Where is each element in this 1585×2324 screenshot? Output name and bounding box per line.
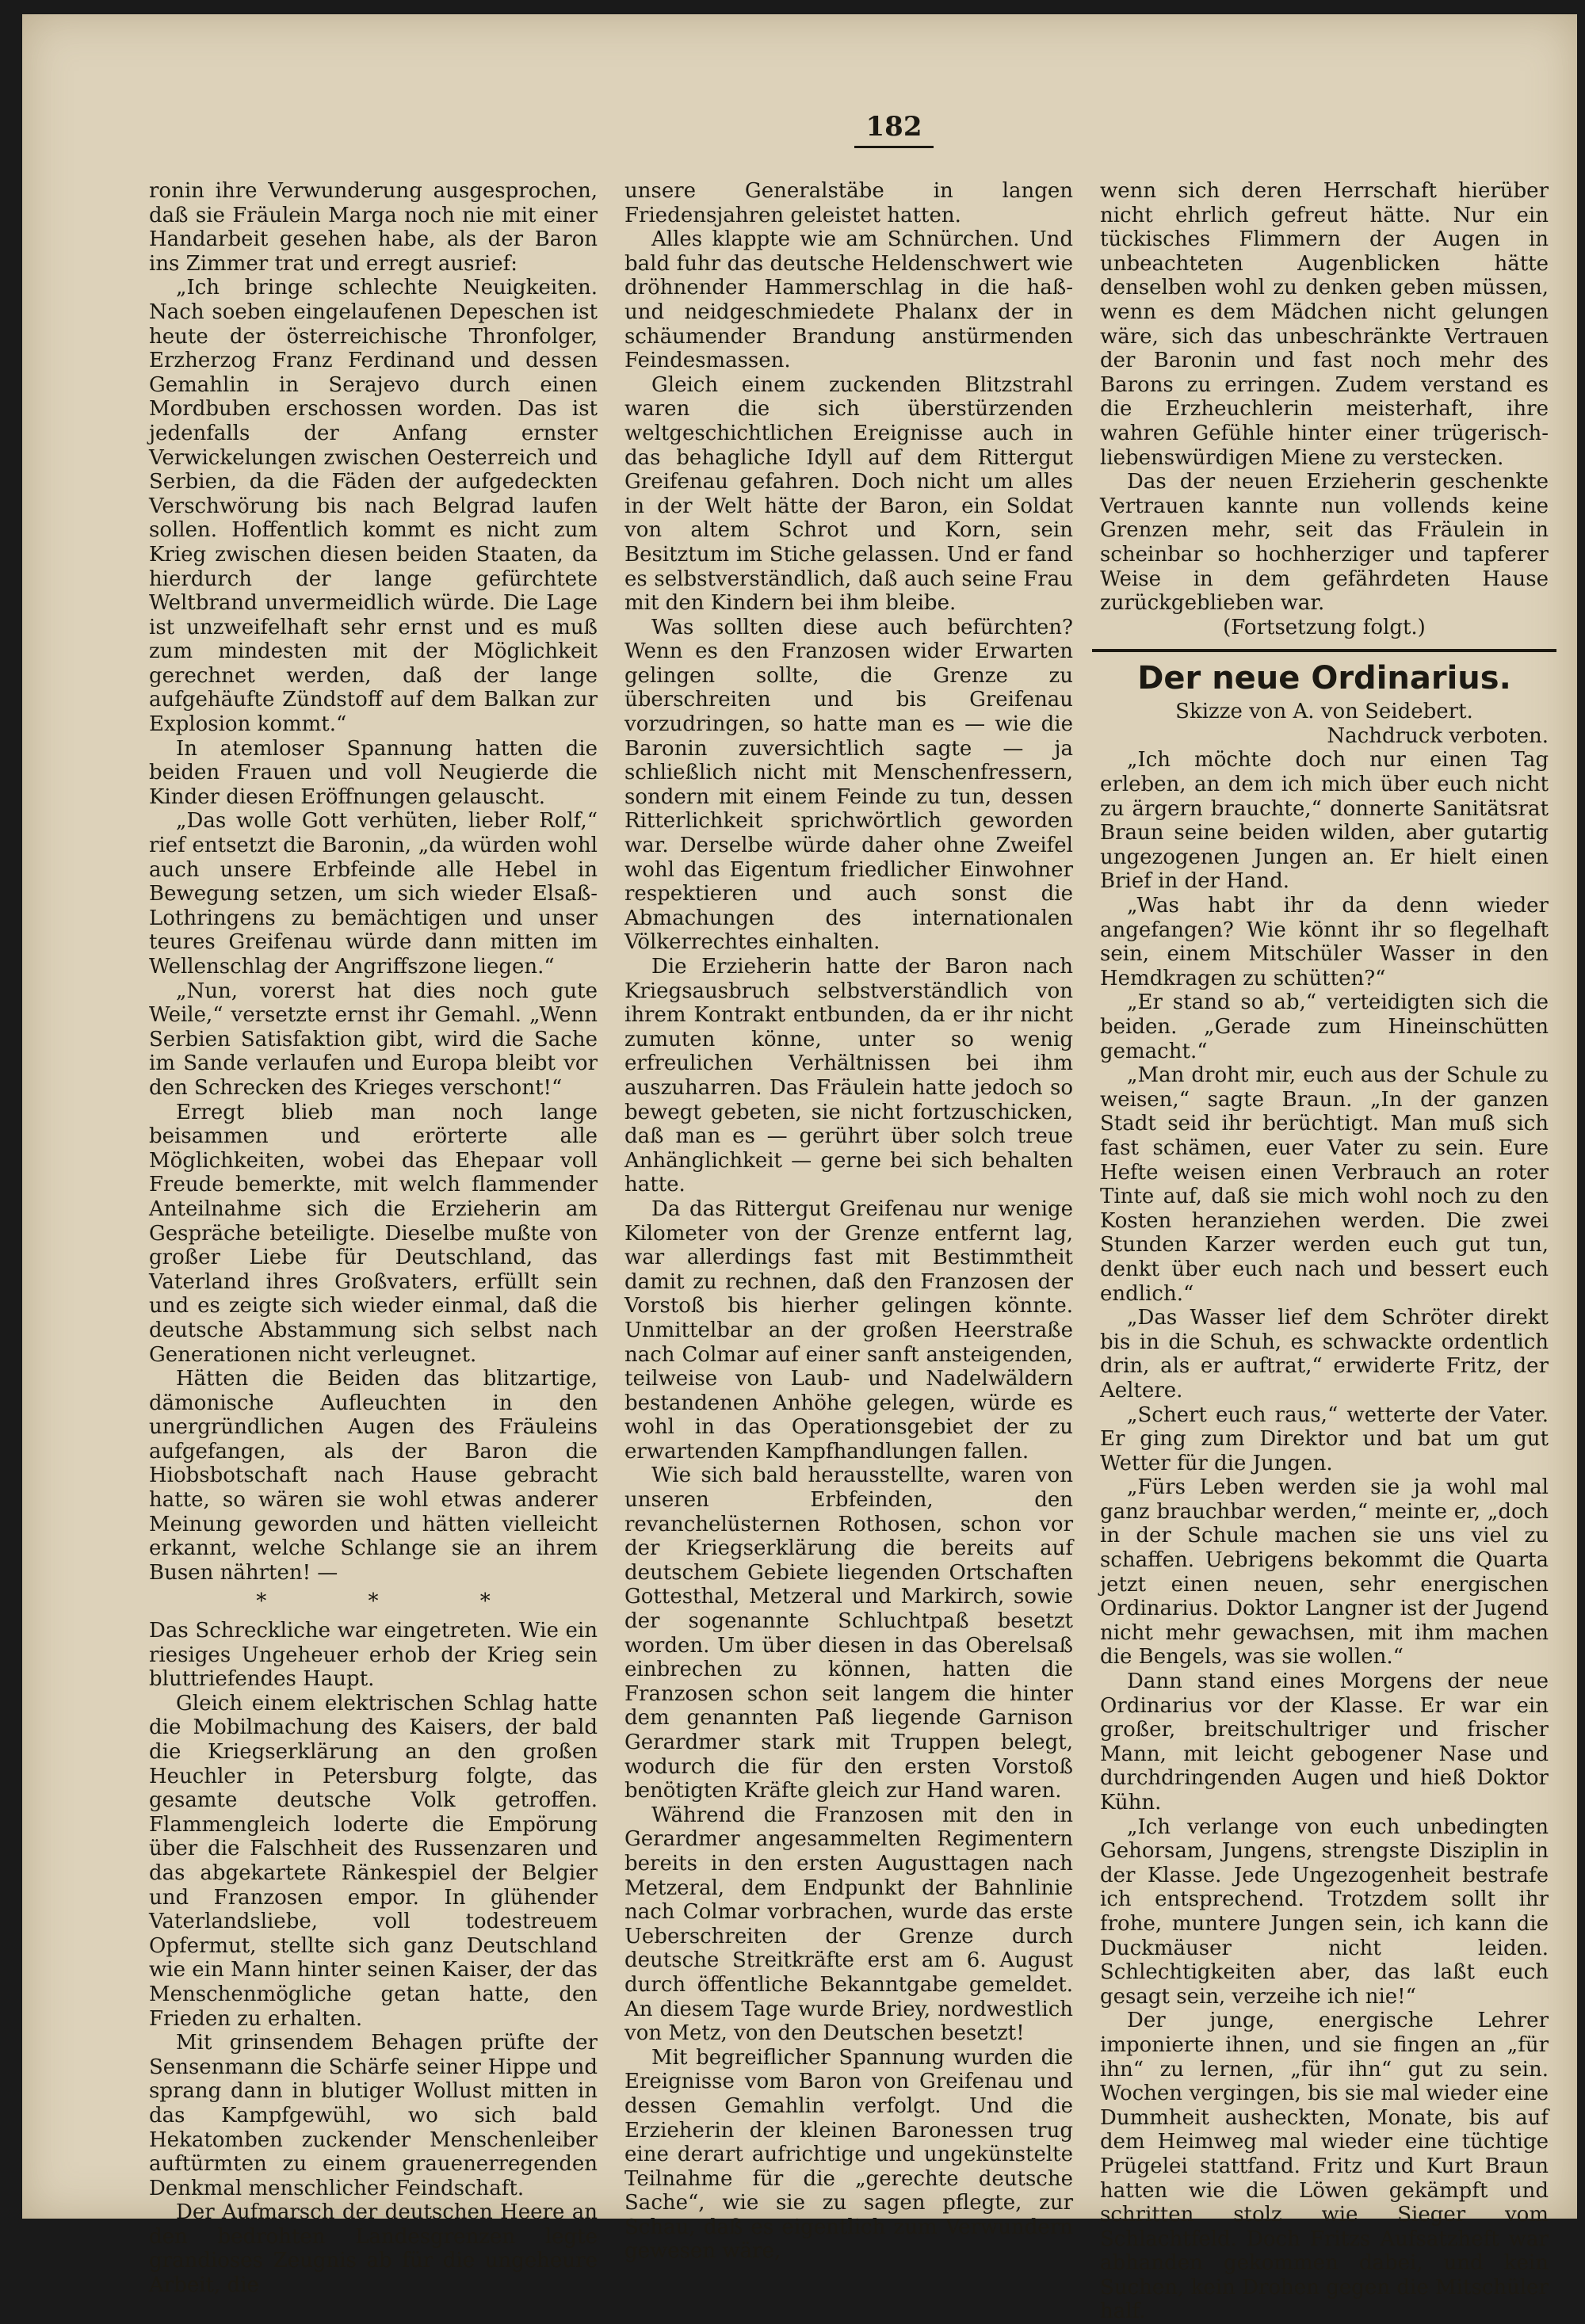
paragraph: Die Erzieherin hatte der Baron nach Kriegsausbruch selbstverständlich von ihrem Kontrakt entbunden, da er ihr nicht zumuten könne, unter so wenig erfreulichen Verhältnissen bei ihm auszuharren. Das Fräulein hatte jedoch so bewegt gebeten, sie nicht fortzuschicken, daß man es — gerührt über solch treue Anhänglichkeit — gerne bei sich behalten hatte.: [624, 955, 1073, 1197]
paragraph: Alles klappte wie am Schnürchen. Und bald fuhr das deutsche Heldenschwert wie dröhnender Hammerschlag in die haß- und neidgeschmiedete Phalanx der in schäumender Brandung anstürmenden Feindesmassen.: [624, 227, 1073, 373]
paragraph: „Schert euch raus,“ wetterte der Vater. Er ging zum Direktor und bat um gut Wetter für die Jungen.: [1100, 1402, 1549, 1475]
continuation-note: (Fortsetzung folgt.): [1223, 615, 1426, 639]
paragraph: „Was habt ihr da denn wieder angefangen? Wie könnt ihr so flegelhaft sein, einem Mitschüler Wasser in den Hemdkragen zu schütten?“: [1100, 894, 1549, 990]
paragraph: „Das wolle Gott verhüten, lieber Rolf,“ rief entsetzt die Baronin, „da würden wohl auch unsere Erbfeinde alle Hebel in Bewegung setzen, um sich wieder Elsaß-Lothringens zu bemächtigen und unser teures Greifenau würde dann mitten im Wellenschlag der Angriffszone liegen.“: [149, 809, 598, 979]
paragraph: unsere Generalstäbe in langen Friedensjahren geleistet hatten.: [624, 179, 1073, 227]
paragraph: „Fürs Leben werden sie ja wohl mal ganz brauchbar werden,“ meinte er, „doch in der Schule machen sie uns viel zu schaffen. Uebrigens bekommt die Quarta jetzt einen neuen, sehr energischen Ordinarius. Doktor Langner ist der Jugend nicht mehr gewachsen, mit ihm machen die Bengels, was sie wollen.“: [1100, 1475, 1549, 1670]
page-number: 182: [854, 111, 934, 148]
paragraph: Das Schreckliche war eingetreten. Wie ein riesiges Ungeheuer erhob der Krieg sein bluttriefendes Haupt.: [149, 1619, 598, 1692]
paragraph: „Man droht mir, euch aus der Schule zu weisen,“ sagte Braun. „In der ganzen Stadt seid ihr berüchtigt. Man muß sich fast schämen, euer Vater zu sein. Eure Hefte weisen einen Verbrauch an roter Tinte auf, daß sie mich wohl noch zu den Kosten heranziehen werden. Die zwei Stunden Karzer werden euch gut tun, denkt über euch nach und bessert euch endlich.“: [1100, 1063, 1549, 1306]
paragraph: „Ich verlange von euch unbedingten Gehorsam, Jungens, strengste Disziplin in der Klasse. Jede Ungezogenheit bestrafe ich entsprechend. Trotzdem sollt ihr frohe, muntere Jungen sein, ich kann die Duckmäuser nicht leiden. Schlechtigkeiten aber, das laßt euch gesagt sein, verzeihe ich nie!“: [1100, 1815, 1549, 2009]
paragraph: Der Aufmarsch der deutschen Heere an den bedrohten Landesgrenzen legte grandioses Zeugnis ab für die ungeheure Arbeit, die: [149, 2200, 598, 2298]
section-break: * * *: [256, 1589, 538, 1614]
paragraph: Hätten die Beiden das blitzartige, dämonische Aufleuchten in den unergründlichen Augen des Fräuleins aufgefangen, als der Baron die Hiobsbotschaft nach Hause gebracht hatte, so wären sie wohl etwas anderer Meinung geworden und hätten vielleicht erkannt, welche Schlange sie an ihrem Busen nährten! —: [149, 1367, 598, 1585]
paragraph: „Ich bringe schlechte Neuigkeiten. Nach soeben eingelaufenen Depeschen ist heute der österreichische Thronfolger, Erzherzog Franz Ferdinand und dessen Gemahlin in Serajevo durch einen Mordbuben erschossen worden. Das ist jedenfalls der Anfang ernster Verwickelungen zwischen Oesterreich und Serbien, da die Fäden der aufgedeckten Verschwörung bis nach Belgrad laufen sollen. Hoffentlich kommt es nicht zum Krieg zwischen diesen beiden Staaten, da hierdurch der lange gefürchtete Weltbrand unvermeidlich würde. Die Lage ist unzweifelhaft sehr ernst und es muß zum mindesten mit der Möglichkeit gerechnet werden, daß der lange aufgehäufte Zündstoff auf dem Balkan zur Explosion kommt.“: [149, 276, 598, 737]
paragraph: Während die Franzosen mit den in Gerardmer angesammelten Regimentern bereits in den ersten Augusttagen nach Metzeral, dem Endpunkt der Bahnlinie nach Colmar vorbrachen, wurde das erste Ueberschreiten der Grenze durch deutsche Streitkräfte erst am 6. August durch öffentliche Bekanntgabe gemeldet. An diesem Tage wurde Briey, nordwestlich von Metz, von den Deutschen besetzt!: [624, 1803, 1073, 2046]
reprint-notice: Nachdruck verboten.: [1327, 723, 1549, 748]
article-byline: Skizze von A. von Seidebert.: [1175, 700, 1473, 724]
paragraph: Mit begreiflicher Spannung wurden die Ereignisse vom Baron von Greifenau und dessen Gemahlin verfolgt. Und die Erzieherin der kleinen Baronessen trug eine derart aufrichtige und ungekünstelte Teilnahme für die „gerechte deutsche Sache“, wie sie zu sagen pflegte, zur Schau, daß es eigentlich zum Verwundern gewesen wäre,: [624, 2045, 1073, 2264]
paragraph: Gleich einem zuckenden Blitzstrahl waren die sich überstürzenden weltgeschichtlichen Ereignisse auch in das behagliche Idyll auf dem Rittergut Greifenau gefahren. Doch nicht um alles in der Welt hätte der Baron, ein Soldat von altem Schrot und Korn, sein Besitztum im Stiche gelassen. Und er fand es selbstverständlich, daß auch seine Frau mit den Kindern bei ihm bleibe.: [624, 372, 1073, 616]
column-3: [1100, 179, 1549, 2324]
paragraph: Das der neuen Erzieherin geschenkte Vertrauen kannte nun vollends keine Grenzen mehr, seit das Fräulein in scheinbar so hochherziger und tapferer Weise in dem gefährdeten Hause zurückgeblieben war.: [1100, 470, 1549, 616]
paragraph: Gleich einem elektrischen Schlag hatte die Mobilmachung des Kaisers, der bald die Kriegserklärung an den großen Heuchler in Petersburg folgte, das gesamte deutsche Volk getroffen. Flammengleich loderte die Empörung über die Falschheit des Russenzaren und das abgekartete Ränkespiel der Belgier und Franzosen empor. In glühender Vaterlandsliebe, voll todestreuem Opfermut, stellte sich ganz Deutschland wie ein Mann hinter seinen Kaiser, der das Menschenmögliche getan hatte, den Frieden zu erhalten.: [149, 1691, 598, 2031]
paragraph: wenn sich deren Herrschaft hierüber nicht ehrlich gefreut hätte. Nur ein tückisches Flimmern der Augen in unbeachteten Augenblicken hätte denselben wohl zu denken geben müssen, wenn es dem Mädchen nicht gelungen wäre, sich das unbeschränkte Vertrauen der Baronin und fast noch mehr des Barons zu erringen. Zudem verstand es die Erzheuchlerin meisterhaft, ihre wahren Gefühle hinter einer trügerisch-liebenswürdigen Miene zu verstecken.: [1100, 179, 1549, 470]
article-divider: [1092, 649, 1556, 652]
paragraph: Wie sich bald herausstellte, waren von unseren Erbfeinden, den revanchelüsternen Rothosen, schon vor der Kriegserklärung die bereits auf deutschem Gebiete liegenden Ortschaften Gottesthal, Metzeral und Markirch, sowie der sogenannte Schluchtpaß besetzt worden. Um über diesen in das Oberelsaß einbrechen zu können, hatten die Franzosen schon seit langem die hinter dem genannten Paß liegende Garnison Gerardmer stark mit Truppen belegt, wodurch die für den ersten Vorstoß benötigten Kräfte gleich zur Hand waren.: [624, 1463, 1073, 1803]
article-title: Der neue Ordinarius.: [1137, 660, 1511, 697]
paragraph: Was sollten diese auch befürchten? Wenn es den Franzosen wider Erwarten gelingen sollte, die Grenze zu überschreiten und bis Greifenau vorzudringen, so hatte man es — wie die Baronin zuversichtlich sagte — ja schließlich nicht mit Menschenfressern, sondern mit einem Feinde zu tun, dessen Ritterlichkeit sprichwörtlich geworden war. Derselbe würde daher ohne Zweifel wohl das Eigentum friedlicher Einwohner respektieren und auch sonst die Abmachungen des internationalen Völkerrechtes einhalten.: [624, 615, 1073, 955]
paragraph: Der junge, energische Lehrer imponierte ihnen, und sie fingen an „für ihn“ zu lernen, „für ihn“ gut zu sein. Wochen vergingen, bis sie mal wieder eine Dummheit ausheckten, Monate, bis auf dem Heimweg mal wieder eine tüchtige Prügelei stattfand. Fritz und Kurt Braun hatten wie die Löwen gekämpft und schritten stolz wie Sieger vom Schlachtfeld. Doch Fritzs Aufsatzheft war abhanden gekommen dabei, und kein Suchen, kein Drohen gegen die Mitschüler half.: [1100, 2009, 1549, 2324]
paragraph: ronin ihre Verwunderung ausgesprochen, daß sie Fräulein Marga noch nie mit einer Handarbeit gesehen habe, als der Baron ins Zimmer trat und erregt ausrief:: [149, 179, 598, 276]
paragraph: In atemloser Spannung hatten die beiden Frauen und voll Neugierde die Kinder diesen Eröffnungen gelauscht.: [149, 736, 598, 809]
paragraph: „Ich möchte doch nur einen Tag erleben, an dem ich mich über euch nicht zu ärgern brauchte,“ donnerte Sanitätsrat Braun seine beiden wilden, aber gutartig ungezogenen Jungen an. Er hielt einen Brief in der Hand.: [1100, 748, 1549, 894]
column-1: [149, 179, 598, 2298]
column-2: [624, 179, 1073, 2264]
paragraph: Erregt blieb man noch lange beisammen und erörterte alle Möglichkeiten, wobei das Ehepaar voll Freude bemerkte, mit welch flammender Anteilnahme sich die Erzieherin am Gespräche beteiligte. Dieselbe mußte von großer Liebe für Deutschland, das Vaterland ihres Großvaters, erfüllt sein und es zeigte sich wieder einmal, daß die deutsche Abstammung sich selbst nach Generationen nicht verleugnet.: [149, 1100, 598, 1367]
paragraph: Dann stand eines Morgens der neue Ordinarius vor der Klasse. Er war ein großer, breitschultriger und frischer Mann, mit leicht gebogener Nase und durchdringenden Augen und hieß Doktor Kühn.: [1100, 1670, 1549, 1815]
paragraph: „Nun, vorerst hat dies noch gute Weile,“ versetzte ernst ihr Gemahl. „Wenn Serbien Satisfaktion gibt, wird die Sache im Sande verlaufen und Europa bleibt vor den Schrecken des Krieges verschont!“: [149, 979, 598, 1100]
paragraph: Mit grinsendem Behagen prüfte der Sensenmann die Schärfe seiner Hippe und sprang dann in blutiger Wollust mitten in das Kampfgewühl, wo sich bald Hekatomben zuckender Menschenleiber auftürmten zu einem grauenerregenden Denkmal menschlicher Feindschaft.: [149, 2031, 598, 2200]
paragraph: Da das Rittergut Greifenau nur wenige Kilometer von der Grenze entfernt lag, war allerdings fast mit Bestimmtheit damit zu rechnen, daß den Franzosen der Vorstoß bis hierher gelingen könnte. Unmittelbar an der großen Heerstraße nach Colmar auf einer sanft ansteigenden, teilweise von Laub- und Nadelwäldern bestandenen Anhöhe gelegen, würde es wohl in das Operationsgebiet der zu erwartenden Kampfhandlungen fallen.: [624, 1196, 1073, 1463]
paragraph: „Das Wasser lief dem Schröter direkt bis in die Schuh, es schwackte ordentlich drin, als er auftrat,“ erwiderte Fritz, der Aeltere.: [1100, 1306, 1549, 1402]
newspaper-page: [22, 14, 1577, 2324]
paragraph: „Er stand so ab,“ verteidigten sich die beiden. „Gerade zum Hineinschütten gemacht.“: [1100, 990, 1549, 1063]
